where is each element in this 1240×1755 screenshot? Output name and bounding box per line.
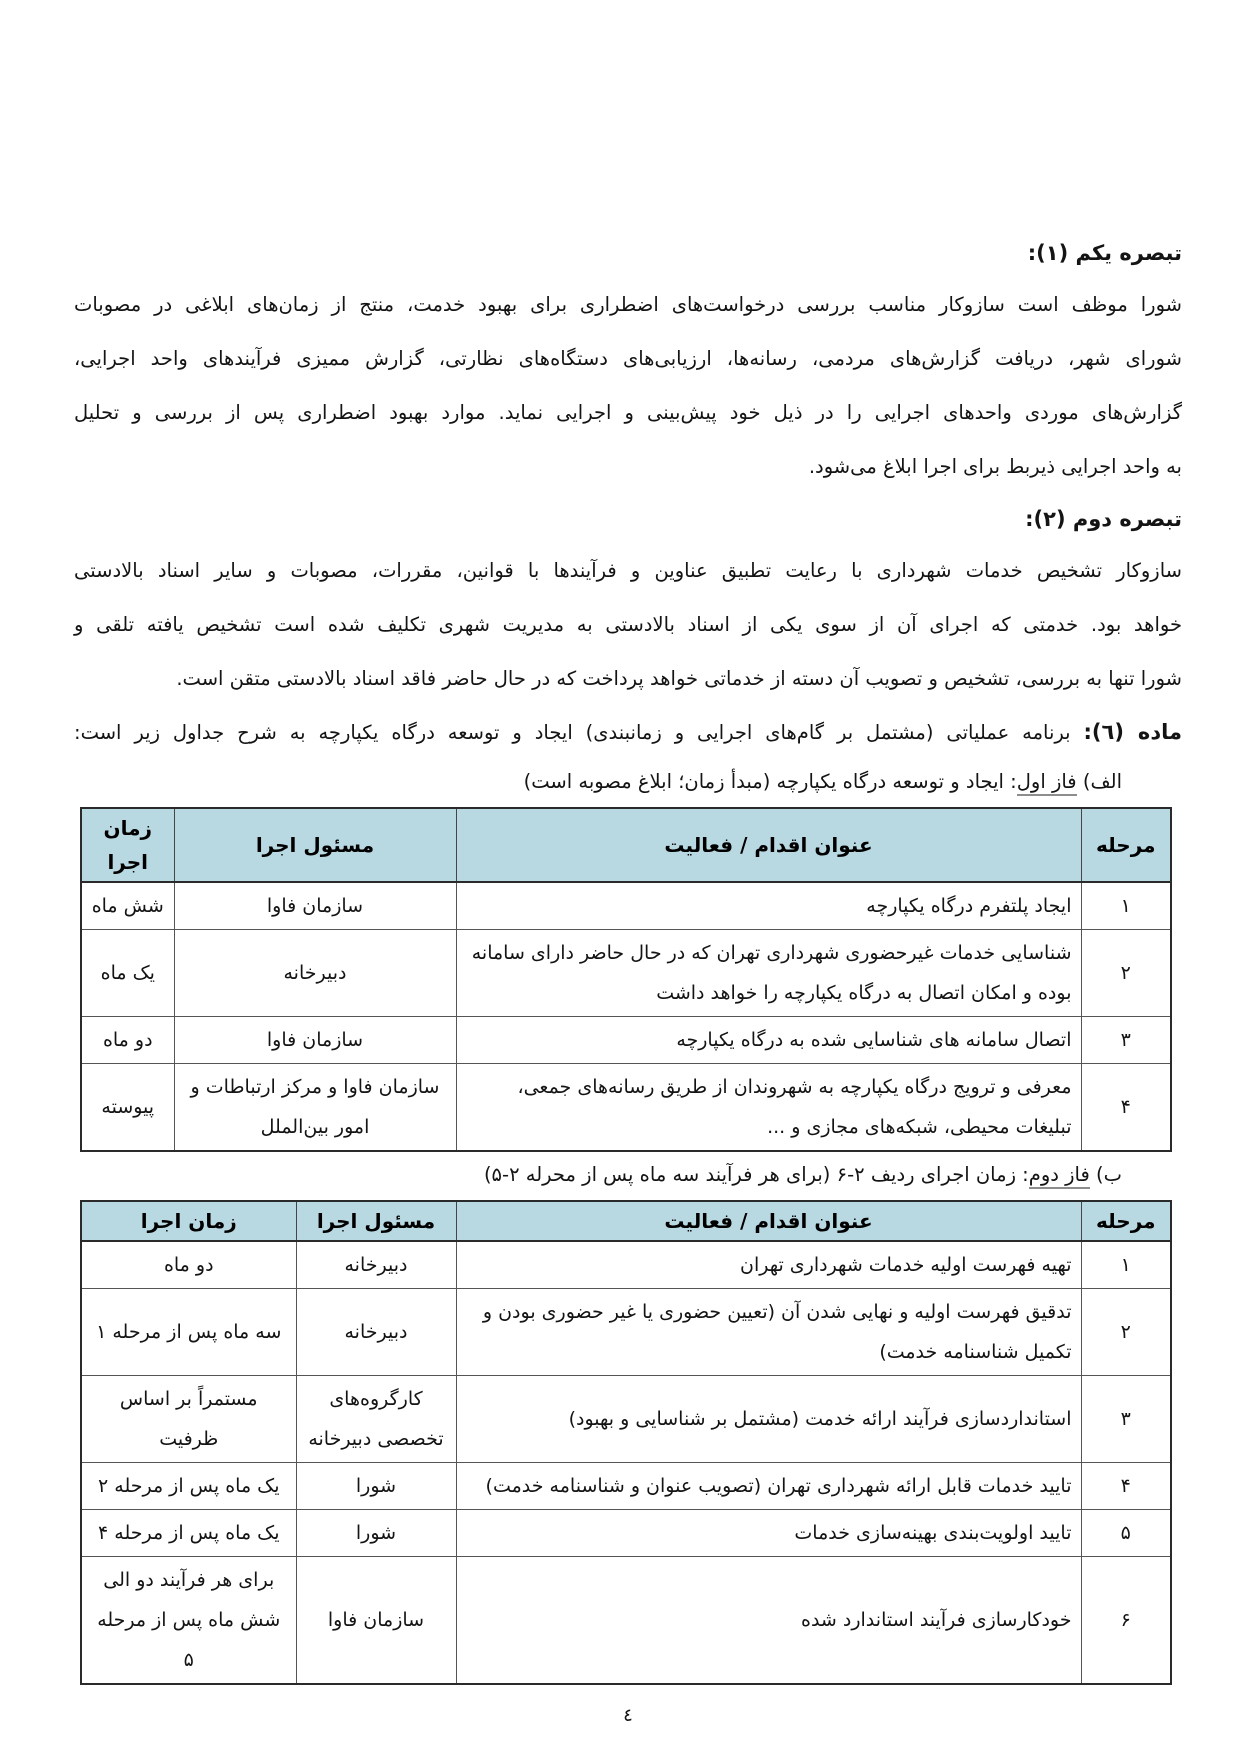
phase1-table-body <box>81 882 1171 1151</box>
activity-cell: استانداردسازی فرآیند ارائه خدمت (مشتمل بر شناسایی و بهبود) <box>456 1376 1081 1463</box>
activity-cell: شناسایی خدمات غیرحضوری شهرداری تهران که در حال حاضر دارای سامانه بوده و امکان اتصال به درگاه یکپارچه را خواهد داشت <box>456 930 1081 1017</box>
owner-cell: سازمان فاوا <box>174 1017 456 1064</box>
time-cell: مستمراً بر اساس ظرفیت <box>81 1376 296 1463</box>
owner-cell: شورا <box>296 1510 456 1557</box>
phase1-table <box>80 807 1172 1152</box>
owner-cell: کارگروه‌های تخصصی دبیرخانه <box>296 1376 456 1463</box>
stage-cell: ۶ <box>1081 1557 1171 1685</box>
owner-cell: سازمان فاوا <box>296 1557 456 1685</box>
header-stage: مرحله <box>1081 1201 1171 1241</box>
time-cell: سه ماه پس از مرحله ۱ <box>81 1289 296 1376</box>
paragraph-line: خواهد بود. خدمتی که اجرای آن از سوی یکی از اسناد بالادستی به مدیریت شهری تکلیف شده است تشخیص یافته تلقی و <box>74 613 1182 636</box>
stage-cell: ۵ <box>1081 1510 1171 1557</box>
table-header-row <box>81 808 1171 882</box>
table-row <box>81 1017 1171 1064</box>
activity-cell: تدقیق فهرست اولیه و نهایی شدن آن (تعیین حضوری یا غیر حضوری بودن و تکمیل شناسنامه خدمت) <box>456 1289 1081 1376</box>
note1-paragraph <box>74 278 1182 494</box>
table-row <box>81 1064 1171 1152</box>
owner-cell: دبیرخانه <box>174 930 456 1017</box>
time-cell: دو ماه <box>81 1241 296 1289</box>
header-time: زمان اجرا <box>81 1201 296 1241</box>
owner-cell: دبیرخانه <box>296 1241 456 1289</box>
header-activity: عنوان اقدام / فعالیت <box>456 808 1081 882</box>
time-cell: شش ماه <box>81 882 174 930</box>
phase-a-prefix: الف) <box>1076 770 1122 793</box>
page-number: ٤ <box>623 1705 633 1726</box>
header-activity: عنوان اقدام / فعالیت <box>456 1201 1081 1241</box>
time-cell: یک ماه <box>81 930 174 1017</box>
table-row <box>81 1557 1171 1685</box>
phase-b-rest: : زمان اجرای ردیف ۲-۶ (برای هر فرآیند سه ماه پس از محرله ۲-۵) <box>483 1163 1029 1186</box>
owner-cell: شورا <box>296 1463 456 1510</box>
paragraph-line: شورا موظف است سازوکار مناسب بررسی درخواست‌های اضطراری برای بهبود خدمت، منتج از زمان‌های ابلاغی در مصوبات <box>74 293 1182 316</box>
activity-cell: خودکارسازی فرآیند استاندارد شده <box>456 1557 1081 1685</box>
activity-cell: ایجاد پلتفرم درگاه یکپارچه <box>456 882 1081 930</box>
table-row <box>81 882 1171 930</box>
owner-cell: سازمان فاوا و مرکز ارتباطات و امور بین‌الملل <box>174 1064 456 1152</box>
activity-cell: معرفی و ترویج درگاه یکپارچه به شهروندان از طریق رسانه‌های جمعی، تبلیغات محیطی، شبکه‌های مجازی و ... <box>456 1064 1081 1152</box>
paragraph-line: به واحد اجرایی ذیربط برای اجرا ابلاغ می‌شود. <box>808 455 1182 478</box>
note2-paragraph <box>74 544 1182 706</box>
phase2-table-body <box>81 1241 1171 1684</box>
table-row <box>81 1463 1171 1510</box>
stage-cell: ۳ <box>1081 1017 1171 1064</box>
phase-b-line <box>74 1152 1122 1198</box>
paragraph-line: شورای شهر، دریافت گزارش‌های مردمی، رسانه‌ها، ارزیابی‌های دستگاه‌های نظارتی، گزارش ممیزی فرآیندهای واحد اجرایی، <box>74 347 1182 370</box>
table-header-row <box>81 1201 1171 1241</box>
paragraph-line: شورا تنها به بررسی، تشخیص و تصویب آن دسته از خدماتی خواهد پرداخت که در حال حاضر فاقد اسناد بالادستی متقن است. <box>176 667 1182 690</box>
article6-label: ماده (٦): <box>1083 720 1182 744</box>
time-cell: یک ماه پس از مرحله ۴ <box>81 1510 296 1557</box>
stage-cell: ۴ <box>1081 1064 1171 1152</box>
table-row <box>81 1289 1171 1376</box>
activity-cell: تایید خدمات قابل ارائه شهرداری تهران (تصویب عنوان و شناسنامه خدمت) <box>456 1463 1081 1510</box>
table-row <box>81 1510 1171 1557</box>
table-row <box>81 1376 1171 1463</box>
phase-b-title: فاز دوم <box>1029 1163 1090 1189</box>
phase2-table-header <box>81 1201 1171 1241</box>
time-cell: دو ماه <box>81 1017 174 1064</box>
phase-a-rest: : ایجاد و توسعه درگاه یکپارچه (مبدأ زمان؛ ابلاغ مصوبه است) <box>523 770 1017 793</box>
stage-cell: ۲ <box>1081 930 1171 1017</box>
table-row <box>81 930 1171 1017</box>
stage-cell: ۳ <box>1081 1376 1171 1463</box>
stage-cell: ۲ <box>1081 1289 1171 1376</box>
header-stage: مرحله <box>1081 808 1171 882</box>
phase2-table <box>80 1200 1172 1685</box>
phase-a-title: فاز اول <box>1017 770 1077 796</box>
time-cell: برای هر فرآیند دو الی شش ماه پس از مرحله ۵ <box>81 1557 296 1685</box>
stage-cell: ۱ <box>1081 1241 1171 1289</box>
article6-line <box>74 706 1182 759</box>
owner-cell: دبیرخانه <box>296 1289 456 1376</box>
stage-cell: ۴ <box>1081 1463 1171 1510</box>
paragraph-line: گزارش‌های موردی واحدهای اجرایی را در ذیل خود پیش‌بینی و اجرایی نماید. موارد بهبود اضطراری پس از بررسی و تحلیل <box>74 401 1182 424</box>
paragraph-line: سازوکار تشخیص خدمات شهرداری با رعایت تطبیق عناوین و فرآیندها با قوانین، مقررات، مصوبات و سایر اسناد بالادستی <box>74 559 1182 582</box>
time-cell: یک ماه پس از مرحله ۲ <box>81 1463 296 1510</box>
phase1-table-header <box>81 808 1171 882</box>
note2-heading: تبصره دوم (۲): <box>1025 507 1182 531</box>
phase-a-line <box>74 759 1122 805</box>
header-time: زمان اجرا <box>81 808 174 882</box>
article6-text: برنامه عملیاتی (مشتمل بر گام‌های اجرایی و زمانبندی) ایجاد و توسعه درگاه یکپارچه به شرح جداول زیر است: <box>74 721 1084 744</box>
activity-cell: تایید اولویت‌بندی بهینه‌سازی خدمات <box>456 1510 1081 1557</box>
header-owner: مسئول اجرا <box>174 808 456 882</box>
time-cell: پیوسته <box>81 1064 174 1152</box>
header-owner: مسئول اجرا <box>296 1201 456 1241</box>
activity-cell: اتصال سامانه های شناسایی شده به درگاه یکپارچه <box>456 1017 1081 1064</box>
phase-b-prefix: ب) <box>1089 1163 1122 1186</box>
activity-cell: تهیه فهرست اولیه خدمات شهرداری تهران <box>456 1241 1081 1289</box>
note1-heading: تبصره یکم (۱): <box>1027 241 1182 265</box>
stage-cell: ۱ <box>1081 882 1171 930</box>
owner-cell: سازمان فاوا <box>174 882 456 930</box>
table-row <box>81 1241 1171 1289</box>
